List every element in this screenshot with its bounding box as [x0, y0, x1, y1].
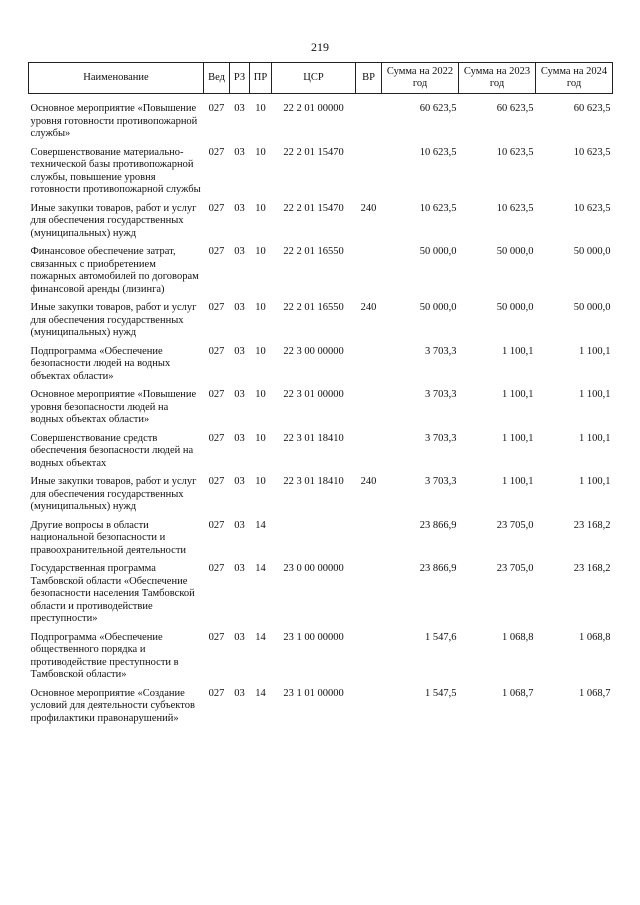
table-row: [29, 94, 613, 141]
cell-sum2023: 50 000,0: [496, 246, 534, 257]
cell-ved: 027: [208, 103, 225, 114]
cell-sum2023: 1 068,7: [502, 687, 534, 699]
header-vr: ВР: [356, 63, 382, 94]
cell-sum2024: 1 068,7: [579, 687, 611, 699]
cell-csr: [272, 514, 356, 558]
cell-sum2024: 50 000,0: [573, 302, 611, 313]
cell-name: Совершенствование средств обеспечения безопасности людей на водных объектах: [30, 432, 194, 469]
cell-csr: 22 3 01 18410: [283, 476, 344, 487]
cell-csr: 22 2 01 15470: [283, 202, 344, 214]
cell-sum2023: 10 623,5: [496, 146, 534, 158]
cell-ved: 027: [208, 146, 225, 158]
cell-sum2022: 10 623,5: [419, 202, 457, 214]
cell-pr: 10: [255, 246, 266, 257]
cell-pr: 10: [255, 103, 266, 114]
table-header-row: [29, 63, 613, 94]
cell-sum2022: 3 703,3: [425, 345, 457, 357]
cell-ved: 027: [208, 246, 225, 257]
table-row: [29, 514, 613, 558]
cell-sum2024: 23 168,2: [573, 563, 611, 574]
cell-sum2022: 23 866,9: [419, 563, 457, 574]
cell-csr: 22 3 01 18410: [283, 432, 344, 444]
cell-sum2023: 1 100,1: [502, 476, 534, 487]
cell-sum2023: 60 623,5: [496, 103, 534, 114]
cell-vr: [356, 427, 382, 471]
cell-csr: 23 0 00 00000: [283, 563, 344, 574]
cell-sum2022: 10 623,5: [419, 146, 457, 158]
cell-rz: 03: [234, 345, 245, 357]
cell-sum2023: 10 623,5: [496, 202, 534, 214]
cell-name: Основное мероприятие «Повышение уровня готовности противопожарной службы»: [30, 103, 198, 139]
cell-ved: 027: [208, 631, 225, 643]
table-row: [29, 296, 613, 340]
table-row: [29, 557, 613, 626]
cell-csr: 22 3 01 00000: [283, 389, 344, 400]
header-sum-2024: Сумма на 2024 год: [536, 63, 613, 94]
cell-name: Подпрограмма «Обеспечение безопасности людей на водных объектах области»: [30, 345, 171, 382]
cell-vr: [356, 682, 382, 726]
budget-table: [28, 62, 613, 725]
cell-vr: 240: [360, 302, 377, 313]
cell-name: Основное мероприятие «Повышение уровня безопасности людей на водных объектах области»: [30, 389, 197, 425]
header-csr: ЦСР: [272, 63, 356, 94]
table-row: [29, 141, 613, 197]
cell-rz: 03: [234, 631, 245, 643]
cell-rz: 03: [234, 202, 245, 214]
cell-vr: [356, 240, 382, 296]
cell-ved: 027: [208, 202, 225, 214]
cell-pr: 10: [255, 432, 266, 444]
cell-csr: 22 2 01 16550: [283, 302, 344, 313]
table-row: [29, 240, 613, 296]
table-row: [29, 340, 613, 384]
table-row: [29, 626, 613, 682]
cell-name: Иные закупки товаров, работ и услуг для обеспечения государственных (муниципальных) нужд: [30, 476, 197, 512]
cell-sum2023: 50 000,0: [496, 302, 534, 313]
cell-rz: 03: [234, 563, 245, 574]
cell-rz: 03: [234, 519, 245, 531]
cell-sum2024: 10 623,5: [573, 146, 611, 158]
cell-ved: 027: [208, 563, 225, 574]
cell-sum2022: 60 623,5: [419, 103, 457, 114]
header-sum-2023: Сумма на 2023 год: [459, 63, 536, 94]
cell-pr: 10: [255, 202, 266, 214]
cell-name: Иные закупки товаров, работ и услуг для обеспечения государственных (муниципальных) нужд: [30, 202, 197, 239]
cell-sum2023: 23 705,0: [496, 563, 534, 574]
cell-pr: 10: [255, 146, 266, 158]
cell-csr: 22 2 01 00000: [283, 103, 344, 114]
cell-sum2022: 3 703,3: [425, 389, 457, 400]
header-sum-2022: Сумма на 2022 год: [382, 63, 459, 94]
cell-rz: 03: [234, 476, 245, 487]
cell-csr: 22 2 01 16550: [283, 246, 344, 257]
cell-sum2023: 1 100,1: [502, 389, 534, 400]
cell-pr: 10: [255, 302, 266, 313]
cell-pr: 10: [255, 476, 266, 487]
page-number: 219: [311, 40, 329, 54]
cell-sum2024: 1 100,1: [579, 432, 611, 444]
cell-ved: 027: [208, 476, 225, 487]
cell-pr: 10: [255, 345, 266, 357]
table-row: [29, 197, 613, 241]
cell-rz: 03: [234, 432, 245, 444]
cell-csr: 23 1 00 00000: [283, 631, 344, 643]
cell-vr: [356, 557, 382, 626]
cell-sum2024: 60 623,5: [573, 103, 611, 114]
cell-sum2022: 3 703,3: [425, 432, 457, 444]
cell-vr: [356, 141, 382, 197]
cell-ved: 027: [208, 519, 225, 531]
cell-name: Подпрограмма «Обеспечение общественного порядка и противодействие преступности в Тамбовской области»: [30, 631, 179, 680]
cell-vr: [356, 514, 382, 558]
cell-sum2022: 23 866,9: [419, 519, 457, 531]
cell-name: Иные закупки товаров, работ и услуг для обеспечения государственных (муниципальных) нужд: [30, 302, 197, 338]
cell-name: Другие вопросы в области национальной безопасности и правоохранительной деятельности: [30, 519, 187, 556]
cell-sum2023: 1 100,1: [502, 345, 534, 357]
cell-name: Финансовое обеспечение затрат, связанных с приобретением пожарных автомобилей по договорам финансовой аренды (лизинга): [30, 246, 199, 295]
header-ved: Вед: [204, 63, 230, 94]
cell-rz: 03: [234, 146, 245, 158]
cell-vr: 240: [360, 202, 377, 214]
cell-name: Совершенствование материально-технической базы противопожарной службы, повышение уровня готовности противопожарной службы: [30, 146, 201, 195]
table-row: [29, 383, 613, 427]
cell-ved: 027: [208, 302, 225, 313]
cell-sum2022: 50 000,0: [419, 302, 457, 313]
cell-sum2023: 23 705,0: [496, 519, 534, 531]
cell-name: Основное мероприятие «Создание условий для деятельности субъектов профилактики правонарушений»: [30, 687, 195, 724]
cell-ved: 027: [208, 345, 225, 357]
cell-rz: 03: [234, 687, 245, 699]
table-row: [29, 470, 613, 514]
header-pr: ПР: [250, 63, 272, 94]
table-row: [29, 427, 613, 471]
cell-ved: 027: [208, 687, 225, 699]
cell-pr: 14: [255, 563, 266, 574]
cell-name: Государственная программа Тамбовской области «Обеспечение безопасности населения Тамбовской области и противодействие преступности»: [30, 563, 195, 624]
cell-sum2023: 1 100,1: [502, 432, 534, 444]
cell-pr: 14: [255, 687, 266, 699]
cell-vr: 240: [360, 476, 377, 487]
cell-sum2022: 3 703,3: [425, 476, 457, 487]
cell-sum2024: 1 100,1: [579, 476, 611, 487]
header-name: Наименование: [29, 63, 204, 94]
cell-pr: 14: [255, 631, 266, 643]
cell-pr: 10: [255, 389, 266, 400]
header-rz: РЗ: [230, 63, 250, 94]
cell-csr: 22 3 00 00000: [283, 345, 344, 357]
table-row: [29, 682, 613, 726]
cell-vr: [356, 94, 382, 141]
cell-sum2022: 1 547,6: [425, 631, 457, 643]
cell-rz: 03: [234, 302, 245, 313]
cell-ved: 027: [208, 432, 225, 444]
cell-rz: 03: [234, 103, 245, 114]
cell-sum2024: 50 000,0: [573, 246, 611, 257]
cell-pr: 14: [255, 519, 266, 531]
cell-sum2024: 1 068,8: [579, 631, 611, 643]
cell-vr: [356, 340, 382, 384]
cell-sum2022: 50 000,0: [419, 246, 457, 257]
cell-csr: 23 1 01 00000: [283, 687, 344, 699]
cell-sum2024: 1 100,1: [579, 389, 611, 400]
cell-sum2024: 1 100,1: [579, 345, 611, 357]
cell-csr: 22 2 01 15470: [283, 146, 344, 158]
table-body: [29, 94, 613, 726]
cell-rz: 03: [234, 246, 245, 257]
cell-rz: 03: [234, 389, 245, 400]
cell-sum2024: 10 623,5: [573, 202, 611, 214]
cell-sum2024: 23 168,2: [573, 519, 611, 531]
cell-vr: [356, 383, 382, 427]
cell-vr: [356, 626, 382, 682]
cell-sum2023: 1 068,8: [502, 631, 534, 643]
cell-ved: 027: [208, 389, 225, 400]
cell-sum2022: 1 547,5: [425, 687, 457, 699]
